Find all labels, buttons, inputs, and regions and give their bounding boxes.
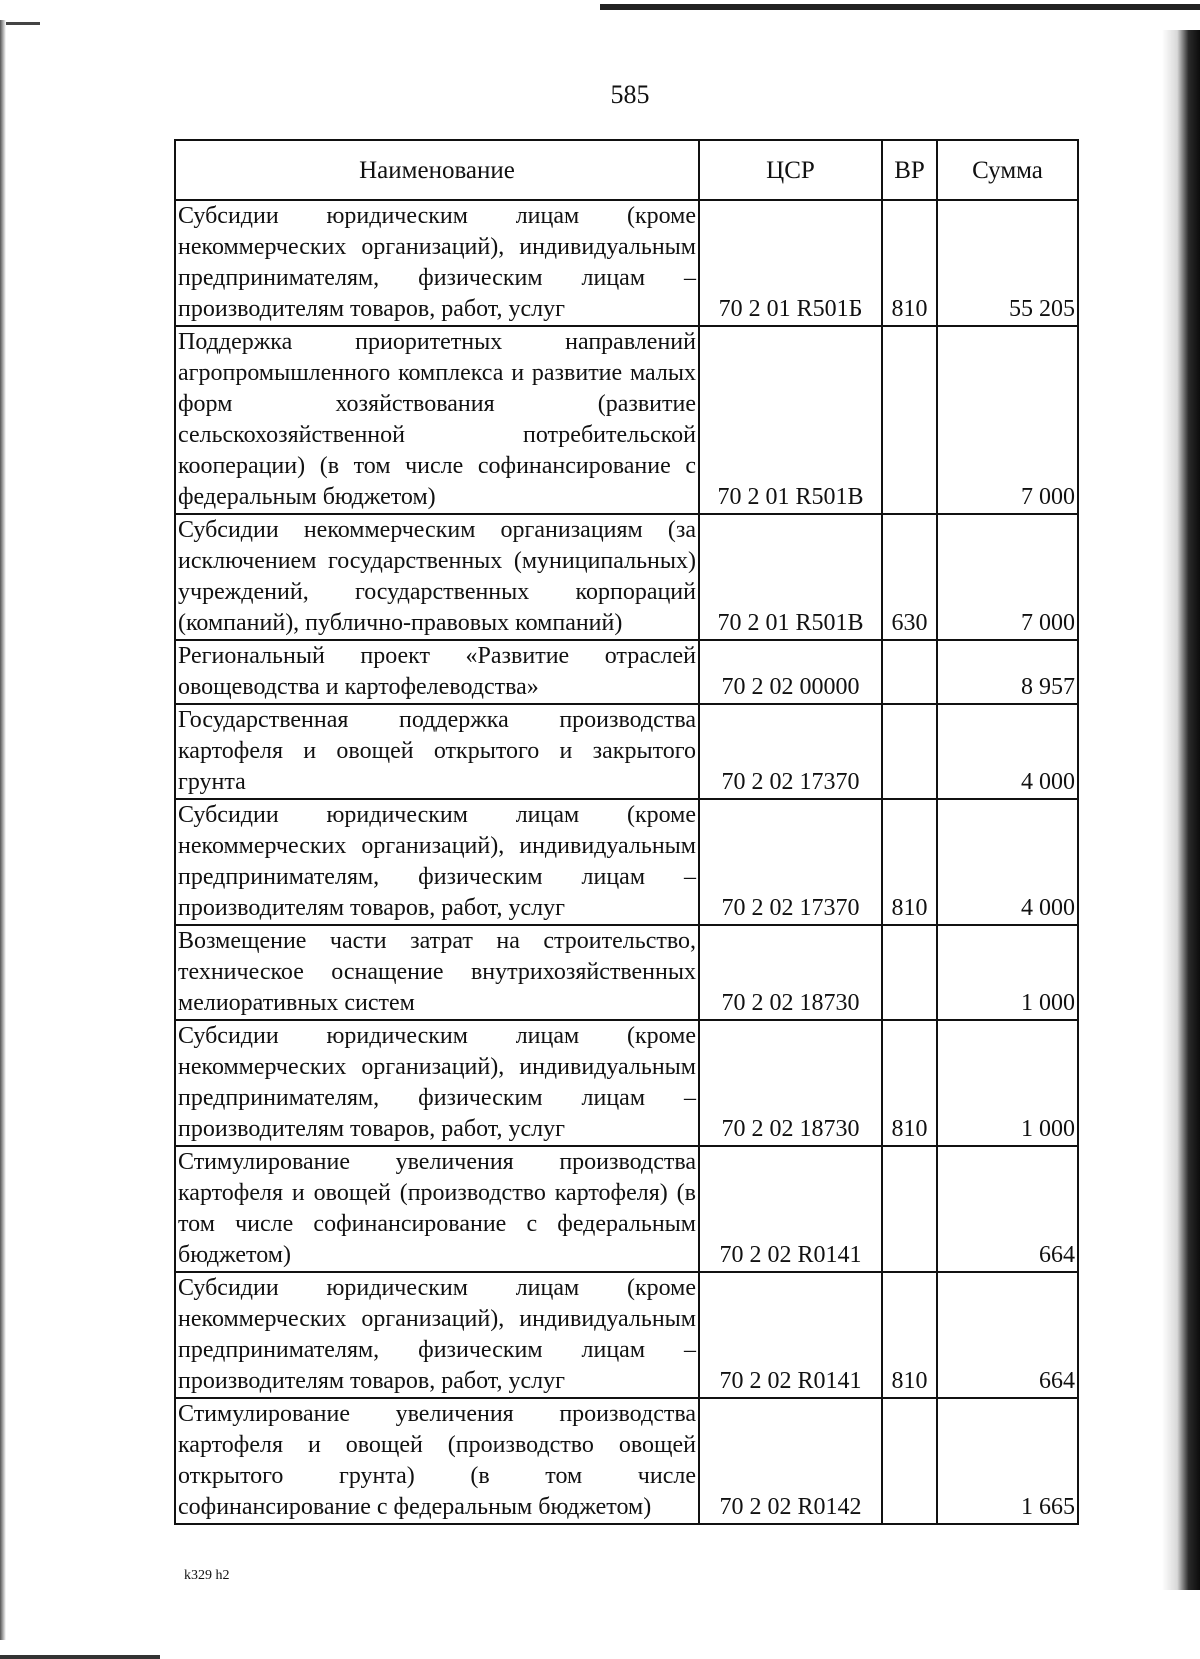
budget-table: [174, 139, 1079, 1525]
row-name: Стимулирование увеличения производства картофеля и овощей (производство овощей открытого грунта) (в том числе софинансирование с федеральным бюджетом): [175, 1398, 699, 1524]
row-name: Возмещение части затрат на строительство, техническое оснащение внутрихозяйственных мелиоративных систем: [175, 925, 699, 1020]
row-sum: 4 000: [937, 704, 1078, 799]
row-sum: 7 000: [937, 514, 1078, 640]
row-vr: 630: [882, 514, 937, 640]
row-name: Поддержка приоритетных направлений агропромышленного комплекса и развитие малых форм хозяйствования (развитие сельскохозяйственной потребительской кооперации) (в том числе софинансирование с федеральным бюджетом): [175, 326, 699, 514]
row-vr: 810: [882, 200, 937, 326]
row-sum: 664: [937, 1272, 1078, 1398]
row-name: Стимулирование увеличения производства картофеля и овощей (производство картофеля) (в том числе софинансирование с федеральным бюджетом): [175, 1146, 699, 1272]
table-row: [175, 1272, 1078, 1398]
row-name: Субсидии юридическим лицам (кроме некоммерческих организаций), индивидуальным предпринимателям, физическим лицам – производителям товаров, работ, услуг: [175, 799, 699, 925]
table-row: [175, 1398, 1078, 1524]
row-vr: 810: [882, 1272, 937, 1398]
page-number: 585: [610, 80, 650, 109]
scan-edge-top-left: [0, 22, 40, 25]
scan-edge-right: [1162, 30, 1200, 1590]
table-header-row: [175, 140, 1078, 200]
row-name: Субсидии некоммерческим организациям (за исключением государственных (муниципальных) учреждений, государственных корпораций (компаний), публично-правовых компаний): [175, 514, 699, 640]
row-csr: 70 2 01 R501Б: [699, 200, 882, 326]
row-csr: 70 2 01 R501В: [699, 514, 882, 640]
row-vr: [882, 326, 937, 514]
table-row: [175, 704, 1078, 799]
row-csr: 70 2 02 R0142: [699, 1398, 882, 1524]
row-name: Региональный проект «Развитие отраслей овощеводства и картофелеводства»: [175, 640, 699, 704]
row-csr: 70 2 01 R501В: [699, 326, 882, 514]
header-name: Наименование: [175, 140, 699, 200]
row-sum: 8 957: [937, 640, 1078, 704]
table-row: [175, 1020, 1078, 1146]
table-row: [175, 326, 1078, 514]
row-vr: 810: [882, 799, 937, 925]
row-csr: 70 2 02 00000: [699, 640, 882, 704]
row-vr: [882, 640, 937, 704]
row-csr: 70 2 02 R0141: [699, 1272, 882, 1398]
row-sum: 1 000: [937, 1020, 1078, 1146]
row-sum: 55 205: [937, 200, 1078, 326]
header-vr: ВР: [882, 140, 937, 200]
row-name: Субсидии юридическим лицам (кроме некоммерческих организаций), индивидуальным предпринимателям, физическим лицам – производителям товаров, работ, услуг: [175, 200, 699, 326]
row-csr: 70 2 02 R0141: [699, 1146, 882, 1272]
row-name: Субсидии юридическим лицам (кроме некоммерческих организаций), индивидуальным предпринимателям, физическим лицам – производителям товаров, работ, услуг: [175, 1020, 699, 1146]
header-csr: ЦСР: [699, 140, 882, 200]
row-sum: 4 000: [937, 799, 1078, 925]
table-row: [175, 925, 1078, 1020]
row-csr: 70 2 02 17370: [699, 704, 882, 799]
row-csr: 70 2 02 18730: [699, 925, 882, 1020]
row-vr: [882, 704, 937, 799]
row-vr: 810: [882, 1020, 937, 1146]
row-vr: [882, 1398, 937, 1524]
row-sum: 664: [937, 1146, 1078, 1272]
row-name: Государственная поддержка производства картофеля и овощей открытого и закрытого грунта: [175, 704, 699, 799]
scan-edge-bottom: [0, 1655, 160, 1659]
row-vr: [882, 925, 937, 1020]
row-sum: 1 665: [937, 1398, 1078, 1524]
table-row: [175, 514, 1078, 640]
row-sum: 7 000: [937, 326, 1078, 514]
header-sum: Сумма: [937, 140, 1078, 200]
table-row: [175, 200, 1078, 326]
footer-code: k329 h2: [184, 1568, 230, 1583]
row-csr: 70 2 02 18730: [699, 1020, 882, 1146]
row-sum: 1 000: [937, 925, 1078, 1020]
table-row: [175, 799, 1078, 925]
row-csr: 70 2 02 17370: [699, 799, 882, 925]
table-row: [175, 640, 1078, 704]
row-name: Субсидии юридическим лицам (кроме некоммерческих организаций), индивидуальным предпринимателям, физическим лицам – производителям товаров, работ, услуг: [175, 1272, 699, 1398]
scan-edge-left: [0, 20, 6, 1640]
table-row: [175, 1146, 1078, 1272]
scan-edge-top: [600, 4, 1200, 10]
row-vr: [882, 1146, 937, 1272]
